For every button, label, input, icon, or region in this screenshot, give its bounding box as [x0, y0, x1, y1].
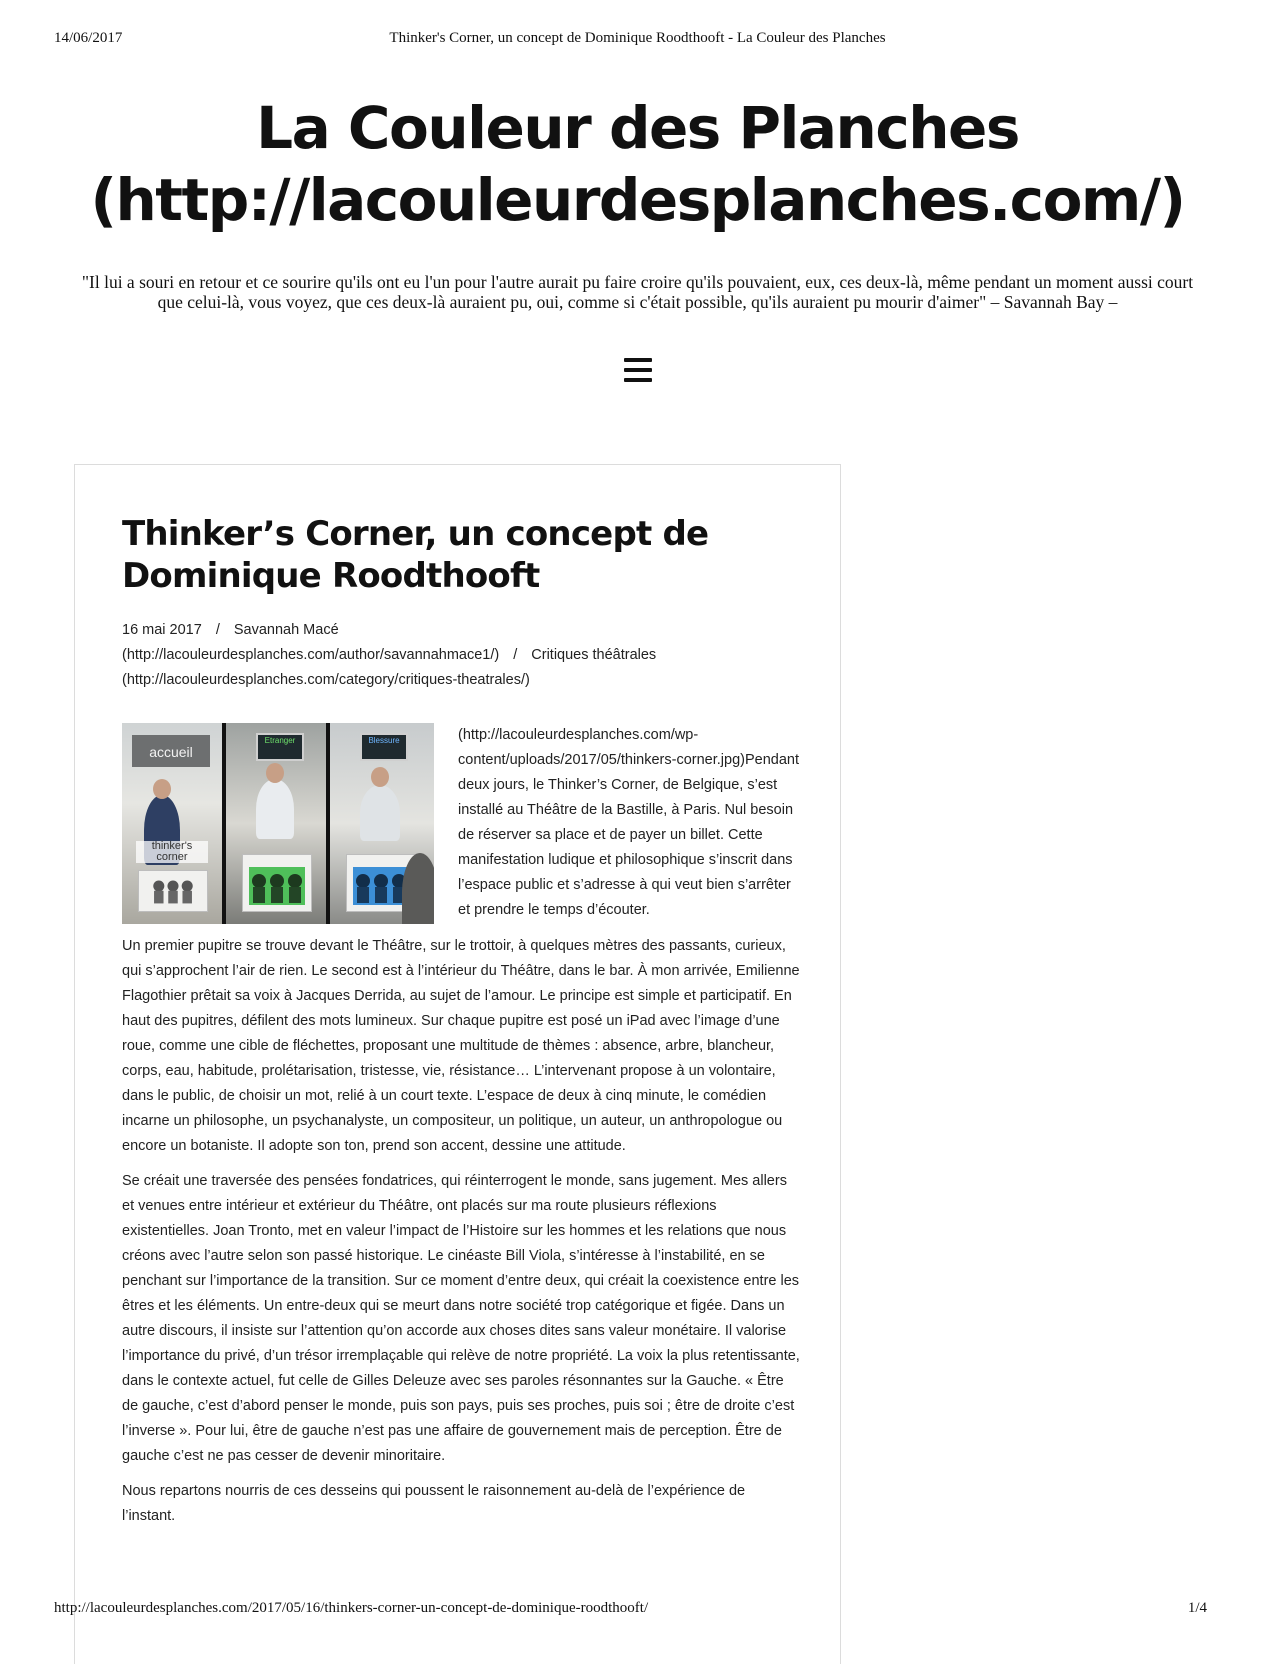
audience-figure — [402, 853, 434, 924]
author-name[interactable]: Savannah Macé — [233, 622, 339, 638]
desk-label: thinker's corner — [136, 841, 208, 863]
paragraph-3: Se créait une traversée des pensées fondatrices, qui réinterrogent le monde, sans jugement. Mes allers et venues entre intérieur et extérieur du Théâtre, ont placés sur ma route plusieurs réflexions existentielles. Joan Tronto, met en valeur l’impact de l’Histoire sur les hommes et les relations que nous créons avec l’autre selon son passé historique. Le cinéaste Bill Viola, s’intéresse à l’instabilité, en se penchant sur l’importance de la transition. Sur ce moment d’entre deux, qui créait la coexistence entre les êtres et les éléments. Un entre-deux qui se meurt dans notre société trop catégorique et figée. Dans un autre discours, il insiste sur l’attention qu’on accorde aux choses dites sans valeur monétaire. Il valorise l’importance du privé, d’un trésor irremplaçable qui relève de notre propriété. La voix la plus retentissante, dans le contexte actuel, fut celle de Gilles Deleuze avec ses paroles résonnantes sur la Gauche. « Être de gauche, c’est d’abord penser le monde, puis son pays, puis ses proches, puis soi ; être de droite c’est l’inverse ». Pour lui, être de gauche n’est pas une affaire de gouvernement mais de perception. Être de gauche c’est ne pas cesser de devenir minoritaire. — [122, 1173, 800, 1464]
photo-panel-green — [226, 723, 326, 924]
category-name[interactable]: Critiques théâtrales — [531, 647, 657, 663]
monkeys-illustration — [145, 875, 201, 905]
image-link[interactable]: (http://lacouleurdesplanches.com/wp-content/uploads/2017/05/thinkers-corner.jpg) — [458, 727, 745, 768]
monkeys-illustration — [353, 867, 409, 905]
site-tagline: "Il lui a souri en retour et ce sourire qu'ils ont eu l'un pour l'autre aurait pu faire croire qu'ils pouvaient, eux, ces deux-là, même pendant un moment aussi court que celui-là, vous voyez, que ces deux-là auraient pu, oui, comme si c'était possible, qu'ils auraient pu mourir d'aimer" – Savannah Bay – — [81, 272, 1194, 312]
author-url[interactable]: (http://lacouleurdesplanches.com/author/savannahmace1/) — [122, 647, 500, 663]
accueil-sign: accueil — [132, 735, 210, 767]
speaker-head — [371, 767, 389, 787]
hamburger-menu-icon[interactable] — [624, 358, 652, 382]
paragraph-2: Un premier pupitre se trouve devant le Théâtre, sur le trottoir, à quelques mètres des passants, curieux, qui s’approchent l’air de rien. Le second est à l’intérieur du Théâtre, dans le bar. À mon arrivée, Emilienne Flagothier prêtait sa voix à Jacques Derrida, au sujet de l’amour. Le principe est simple et participatif. En haut des pupitres, défilent des mots lumineux. Sur chaque pupitre est posé un iPad avec l’image d’une roue, comme une cible de fléchettes, proposant une multitude de thèmes : absence, arbre, blancheur, corps, eau, habitude, prolétarisation, tristesse, vie, résistance… L’intervenant propose à un volontaire, dans le public, de choisir un mot, relié à un court texte. L’espace de deux à cinq minute, le comédien incarne un philosophe, un psychanalyste, un compositeur, un politique, un auteur, un anthropologue ou encore un botaniste. Il adopte son ton, prend son accent, dessine une attitude. — [122, 938, 800, 1154]
meta-separator: / — [215, 622, 220, 638]
lectern — [242, 854, 312, 912]
article-card — [74, 464, 841, 1664]
speaker-figure — [256, 779, 294, 839]
article-meta — [122, 618, 762, 693]
paragraph-4: Nous repartons nourris de ces desseins qui poussent le raisonnement au-delà de l’expérience de l’instant. — [122, 1483, 746, 1524]
monkeys-illustration — [249, 867, 305, 905]
photo-panel-outdoor — [122, 723, 222, 924]
article-title: Thinker’s Corner, un concept de Dominique Roodthooft — [122, 514, 709, 596]
speaker-head — [266, 763, 284, 783]
speaker-figure — [360, 785, 400, 841]
print-date: 14/06/2017 — [54, 30, 123, 46]
site-title-url[interactable]: (http://lacouleurdesplanches.com/) — [90, 166, 1185, 234]
meta-separator: / — [513, 647, 518, 663]
site-title[interactable] — [40, 92, 1235, 236]
lectern — [138, 870, 208, 912]
page-number: 1/4 — [1187, 1600, 1207, 1616]
category-url[interactable]: (http://lacouleurdesplanches.com/category/critiques-theatrales/) — [122, 672, 530, 688]
article-image[interactable] — [122, 723, 434, 924]
paragraph-1: Pendant deux jours, le Thinker’s Corner, de Belgique, s’est installé au Théâtre de la Bastille, à Paris. Nul besoin de réserver sa place et de payer un billet. Cette manifestation ludique et philosophique s’inscrit dans l’espace public et s’adresse à qui veut bien s’arrêter et prendre le temps d’écouter. — [458, 752, 799, 918]
photo-panel-blue — [330, 723, 434, 924]
print-url: http://lacouleurdesplanches.com/2017/05/16/thinkers-corner-un-concept-de-dominique-roodthooft/ — [54, 1600, 649, 1616]
article-content — [122, 723, 800, 1539]
word-screen-blue: Blessure — [360, 733, 408, 761]
word-screen-green: Etranger — [256, 733, 304, 761]
print-footer — [54, 1600, 1221, 1620]
speaker-head — [153, 779, 171, 799]
post-date[interactable]: 16 mai 2017 — [122, 622, 202, 638]
print-page-title: Thinker's Corner, un concept de Dominique Roodthooft - La Couleur des Planches — [389, 30, 886, 46]
print-header — [54, 30, 1221, 50]
site-title-name[interactable]: La Couleur des Planches — [256, 94, 1019, 162]
